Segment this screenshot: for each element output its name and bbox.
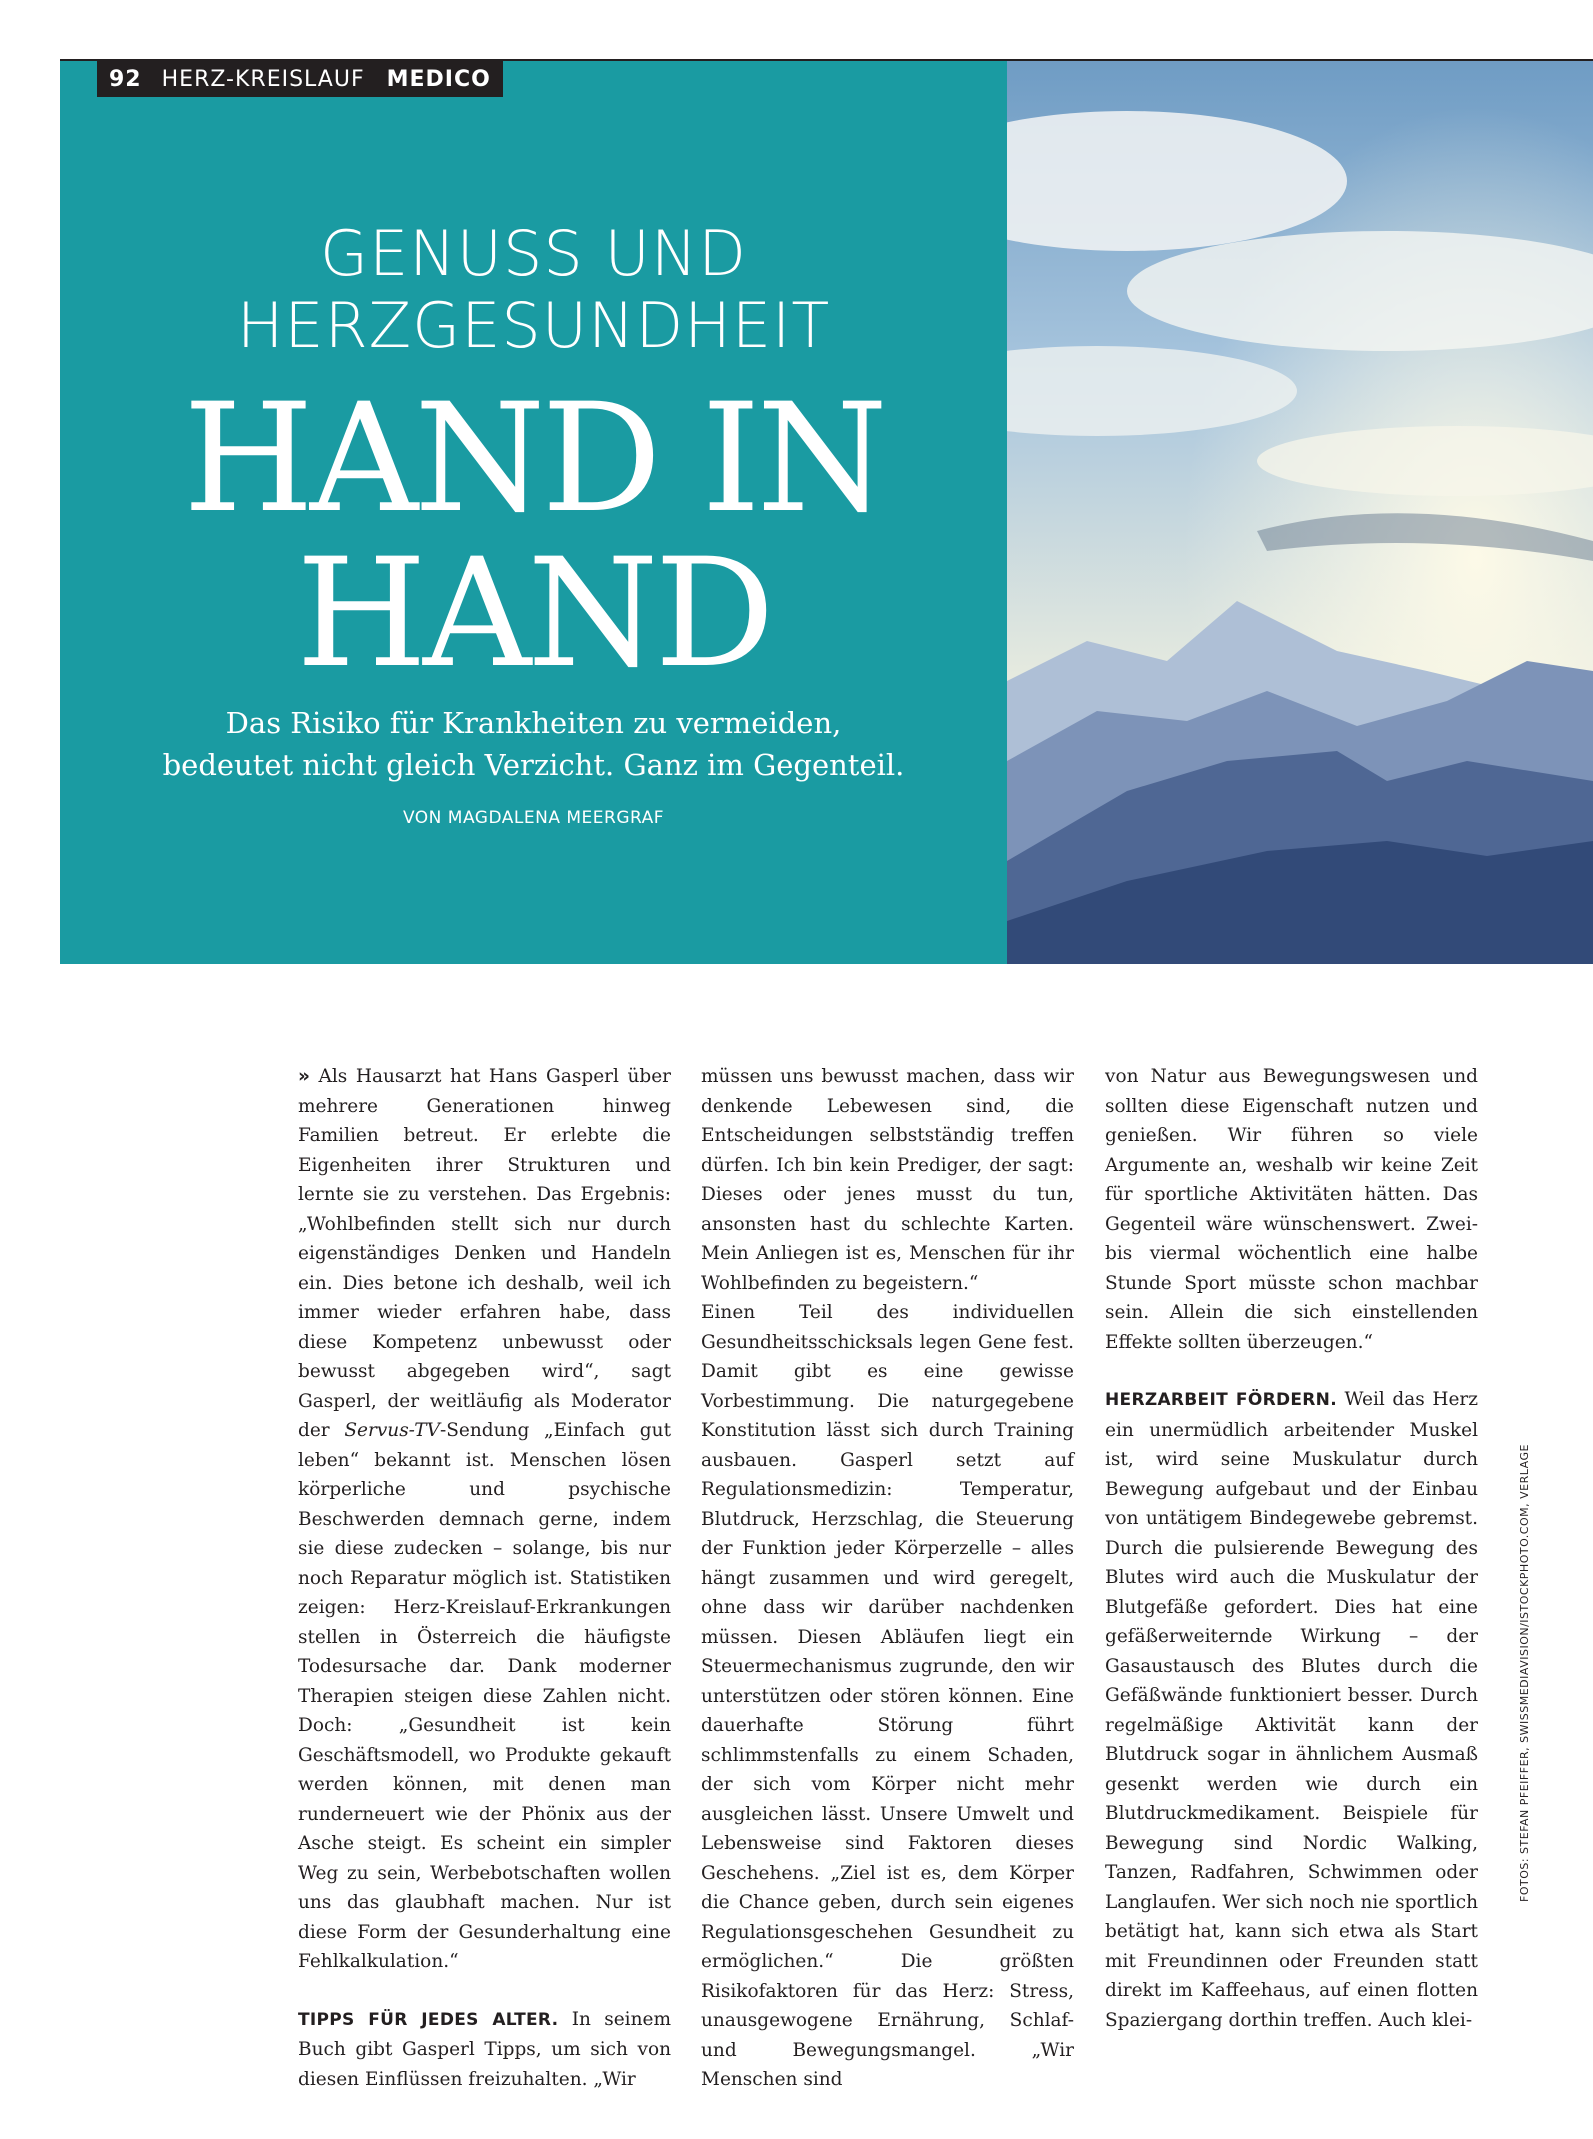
headline-line-2: HAND bbox=[296, 527, 771, 701]
article-column-1 bbox=[298, 1062, 671, 2094]
paragraph-text: Weil das Herz ein unermüdlich arbeitender Muskel ist, wird seine Muskulatur durch Bewegung aufgebaut und der Einbau von untätigem Bindegewebe gebremst. Durch die pulsierende Bewegung des Blutes wird auch die Muskulatur der Blutgefäße gefordert. Dies hat eine gefäßerweiternde Wirkung – der Gasaustausch des Blutes durch die Gefäßwände funktioniert besser. Durch regelmäßige Aktivität kann der Blutdruck sogar in ähnlichem Ausmaß gesenkt werden wie durch ein Blutdruckmedikament. Beispiele für Bewegung sind Nordic Walking, Tanzen, Radfahren, Schwimmen oder Langlaufen. Wer sich noch nie sportlich betätigt hat, kann sich etwa als Start mit Freundinnen oder Freunden statt direkt im Kaffeehaus, auf einen flotten Spaziergang dorthin treffen. Auch klei- bbox=[1105, 1389, 1478, 2031]
photo-credit: FOTOS: STEFAN PFEIFFER, SWISSMEDIAVISION/ISTOCKPHOTO.COM, VERLAGE bbox=[1518, 1444, 1531, 1902]
headline bbox=[60, 372, 1007, 701]
kicker-line-2: HERZGESUNDHEIT bbox=[236, 289, 831, 362]
intro-marker: » bbox=[298, 1066, 310, 1087]
headline-line-1: HAND IN bbox=[183, 372, 884, 546]
show-name: Servus-TV bbox=[344, 1420, 440, 1441]
subheading: HERZARBEIT FÖRDERN. bbox=[1105, 1390, 1337, 1410]
mountain-photo bbox=[1007, 61, 1593, 964]
paragraph: müssen uns bewusst machen, dass wir denkende Lebewesen sind, die Entscheidungen selbstständig treffen dürfen. Ich bin kein Prediger, der sagt: Dieses oder jenes musst du tun, ansonsten hast du schlechte Karten. Mein Anliegen ist es, Menschen für ihr Wohlbefinden zu begeistern.“ bbox=[701, 1066, 1074, 1294]
byline: VON MAGDALENA MEERGRAF bbox=[402, 808, 665, 828]
paragraph-text: -Sendung „Einfach gut leben“ bekannt ist. Menschen lösen körperliche und psychische Beschwerden demnach gerne, indem sie diese zudecken – solange, bis nur noch Reparatur möglich ist. Statistiken zeigen: Herz-Kreislauf-Erkrankungen stellen in Österreich die häufigste Todesursache dar. Dank moderner Therapien steigen diese Zahlen nicht. Doch: „Gesundheit ist kein Geschäftsmodell, wo Produkte gekauft werden können, mit denen man runderneuert wie der Phönix aus der Asche steigt. Es scheint ein simpler Weg zu sein, Werbebotschaften wollen uns das glaubhaft machen. Nur ist diese Form der Gesunderhaltung eine Fehlkalkulation.“ bbox=[298, 1420, 671, 1972]
page-number: 92 bbox=[109, 66, 142, 92]
section-tag bbox=[97, 61, 503, 97]
paragraph-text: In seinem Buch gibt Gasperl Tipps, um sich von diesen Einflüssen freizuhalten. „Wir bbox=[298, 2008, 671, 2090]
paragraph bbox=[1105, 1385, 1478, 2035]
kicker-line-1: GENUSS UND bbox=[320, 217, 747, 290]
paragraph-text: Als Hausarzt hat Hans Gasperl über mehrere Generationen hinweg Familien betreut. Er erlebte die Eigenheiten ihrer Strukturen und lernte sie zu verstehen. Das Ergebnis: „Wohlbefinden stellt sich nur durch eigenständiges Denken und Handeln ein. Dies betone ich deshalb, weil ich immer wieder erfahren habe, dass diese Kompetenz unbewusst oder bewusst abgegeben wird“, sagt Gasperl, der weitläufig als Moderator der bbox=[298, 1066, 672, 1441]
paragraph bbox=[298, 2005, 671, 2095]
article-column-2 bbox=[701, 1062, 1074, 2095]
article-column-3 bbox=[1105, 1062, 1478, 2035]
section-label: HERZ-KREISLAUF bbox=[161, 66, 365, 92]
lead bbox=[60, 702, 1007, 786]
brand-label: MEDICO bbox=[386, 66, 491, 92]
subheading: TIPPS FÜR JEDES ALTER. bbox=[298, 2009, 559, 2030]
paragraph: von Natur aus Bewegungswesen und sollten diese Eigenschaft nutzen und genießen. Wir führen so viele Argumente an, weshalb wir keine Zeit für sportliche Aktivitäten hätten. Das Gegenteil wäre wünschenswert. Zwei- bis viermal wöchentlich eine halbe Stunde Sport müsste schon machbar sein. Allein die sich einstellenden Effekte sollten überzeugen.“ bbox=[1105, 1066, 1478, 1353]
kicker bbox=[60, 218, 1007, 362]
lead-line-1: Das Risiko für Krankheiten zu vermeiden, bbox=[225, 706, 842, 740]
paragraph: Einen Teil des individuellen Gesundheitsschicksals legen Gene fest. Damit gibt es eine gewisse Vorbestimmung. Die naturgegebene Konstitution lässt sich durch Training ausbauen. Gasperl setzt auf Regulationsmedizin: Temperatur, Blutdruck, Herzschlag, die Steuerung der Funktion jeder Körperzelle – alles hängt zusammen und wird geregelt, ohne dass wir darüber nachdenken müssen. Diesen Abläufen liegt ein Steuermechanismus zugrunde, den wir unterstützen oder stören können. Eine dauerhafte Störung führt schlimmstenfalls zu einem Schaden, der sich vom Körper nicht mehr ausgleichen lässt. Unsere Umwelt und Lebensweise sind Faktoren dieses Geschehens. „Ziel ist es, dem Körper die Chance geben, durch sein eigenes Regulationsgeschehen Gesundheit zu ermöglichen.“ Die größten Risikofaktoren für das Herz: Stress, unausgewogene Ernährung, Schlaf- und Bewegungsmangel. „Wir Menschen sind bbox=[701, 1302, 1074, 2090]
lead-line-2: bedeutet nicht gleich Verzicht. Ganz im Gegenteil. bbox=[162, 748, 905, 782]
mountain-landscape-image bbox=[1007, 61, 1593, 964]
paragraph bbox=[298, 1062, 671, 1977]
